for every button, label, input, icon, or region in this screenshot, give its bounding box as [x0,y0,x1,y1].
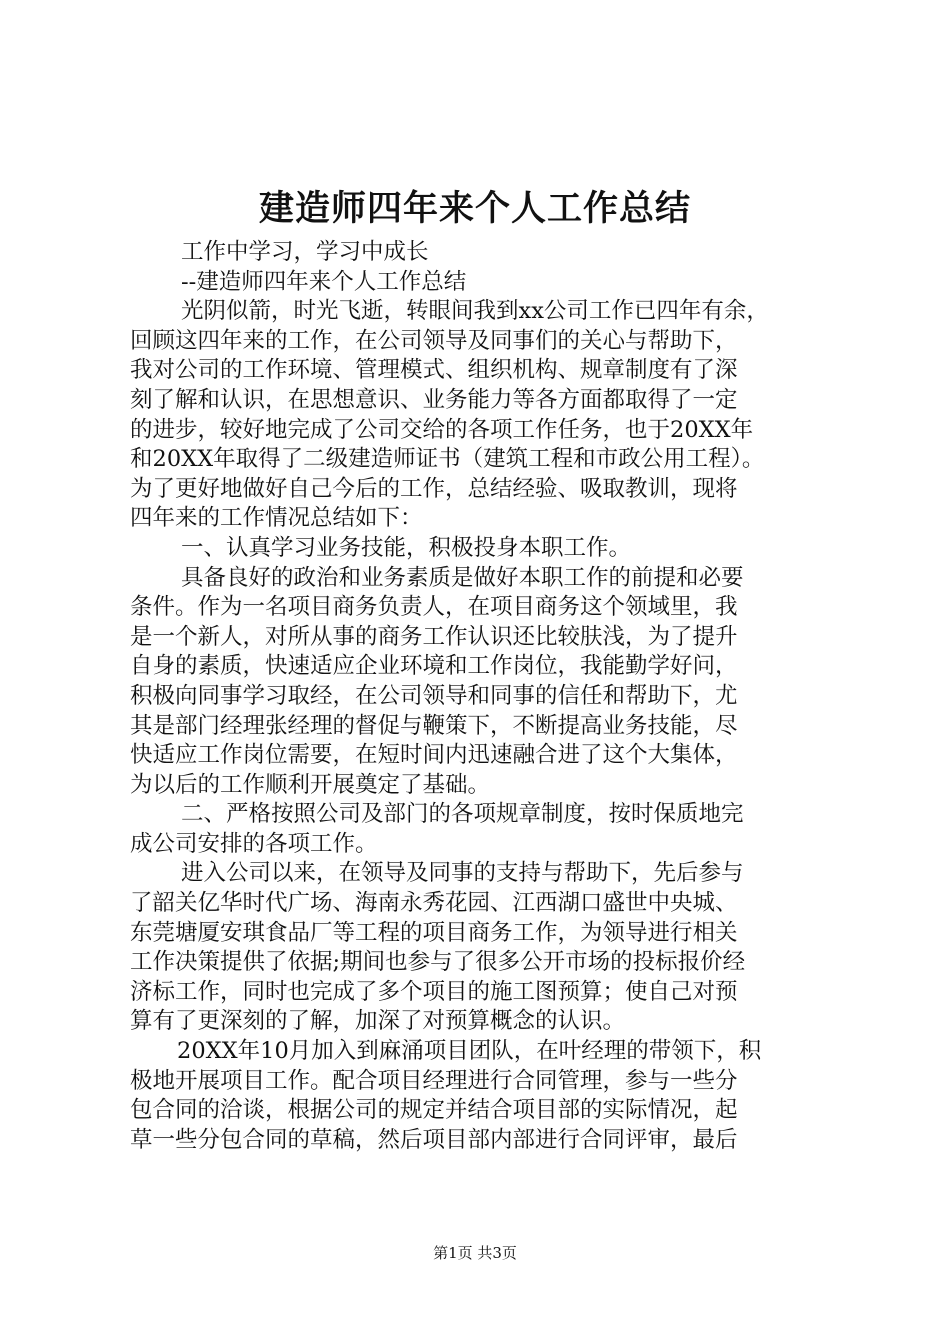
paragraph-line: 草一些分包合同的草稿，然后项目部内部进行合同评审，最后 [130,1126,738,1153]
paragraph-line: 其是部门经理张经理的督促与鞭策下，不断提高业务技能，尽 [130,712,738,739]
paragraph-line: 算有了更深刻的了解，加深了对预算概念的认识。 [130,1008,626,1035]
subtitle-line: --建造师四年来个人工作总结 [181,268,467,295]
paragraph-line: 包合同的洽谈，根据公司的规定并结合项目部的实际情况，起 [130,1097,738,1124]
document-body [130,238,840,1155]
paragraph-line: 的进步，较好地完成了公司交给的各项工作任务，也于20XX年 [130,416,754,443]
paragraph-line: 东莞塘厦安琪食品厂等工程的项目商务工作，为领导进行相关 [130,919,738,946]
subtitle-line: 工作中学习，学习中成长 [181,239,429,265]
paragraph-line: 极地开展项目工作。配合项目经理进行合同管理，参与一些分 [130,1067,738,1094]
paragraph-line: 20XX年10月加入到麻涌项目团队，在叶经理的带领下，积 [177,1038,762,1065]
paragraph-line: 和20XX年取得了二级建造师证书（建筑工程和市政公用工程）。 [130,446,765,473]
paragraph-line: 光阴似箭，时光飞逝，转眼间我到xx公司工作已四年有余， [181,298,769,325]
paragraph-line: 是一个新人，对所从事的商务工作认识还比较肤浅，为了提升 [130,623,738,650]
document-title: 建造师四年来个人工作总结 [258,188,691,229]
paragraph-line: 刻了解和认识，在思想意识、业务能力等各方面都取得了一定 [130,386,738,413]
paragraph-line: 工作决策提供了依据;期间也参与了很多公开市场的投标报价经 [130,949,746,976]
paragraph-line: 积极向同事学习取经，在公司领导和同事的信任和帮助下，尤 [130,682,738,709]
paragraph-line: 进入公司以来，在领导及同事的支持与帮助下，先后参与 [181,860,744,887]
paragraph-line: 具备良好的政治和业务素质是做好本职工作的前提和必要 [181,564,744,591]
paragraph-line: 四年来的工作情况总结如下： [130,505,423,532]
section-heading: 二、严格按照公司及部门的各项规章制度，按时保质地完 [181,801,744,828]
paragraph-line: 为以后的工作顺利开展奠定了基础。 [130,771,491,798]
section-heading: 一、认真学习业务技能，积极投身本职工作。 [181,534,632,561]
paragraph-line: 快适应工作岗位需要，在短时间内迅速融合进了这个大集体， [130,742,738,769]
paragraph-line: 济标工作，同时也完成了多个项目的施工图预算；使自己对预 [130,978,738,1005]
paragraph-line: 自身的素质，快速适应企业环境和工作岗位，我能勤学好问， [130,653,738,680]
paragraph-line: 为了更好地做好自己今后的工作，总结经验、吸取教训，现将 [130,475,738,502]
page-number: 第1页 共3页 [433,1244,517,1262]
section-heading: 成公司安排的各项工作。 [130,830,378,857]
paragraph-line: 我对公司的工作环境、管理模式、组织机构、规章制度有了深 [130,357,738,384]
paragraph-line: 回顾这四年来的工作，在公司领导及同事们的关心与帮助下， [130,327,738,354]
paragraph-line: 了韶关亿华时代广场、海南永秀花园、江西湖口盛世中央城、 [130,890,738,917]
paragraph-line: 条件。作为一名项目商务负责人，在项目商务这个领域里，我 [130,594,738,621]
